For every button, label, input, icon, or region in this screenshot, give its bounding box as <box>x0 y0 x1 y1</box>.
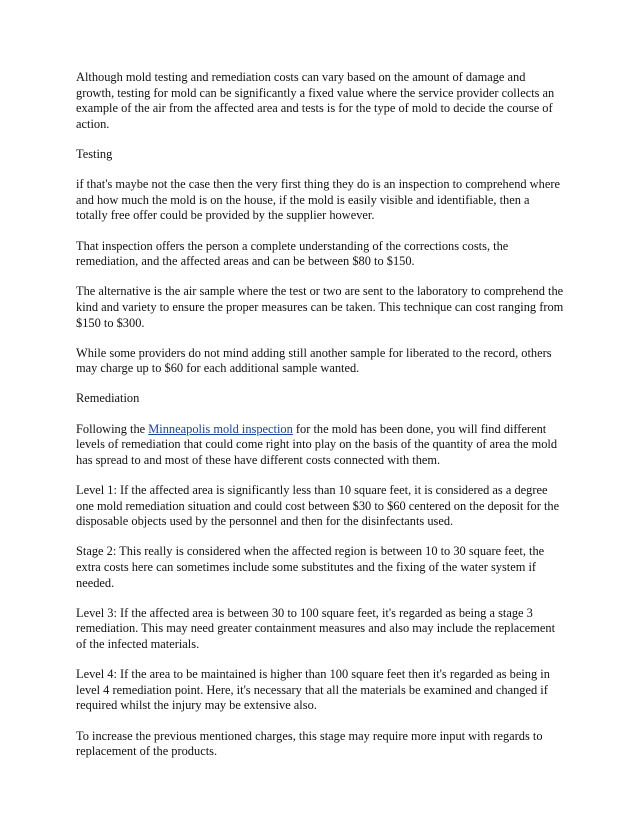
paragraph-air-sample: The alternative is the air sample where the test or two are sent to the laboratory to comprehend the kind and variety to ensure the proper measures can be taken. This technique can cost ranging from $150 to $300. <box>76 284 564 330</box>
paragraph-level-4: Level 4: If the area to be maintained is higher than 100 square feet then it's regarded as being in level 4 remediation point. Here, it's necessary that all the materials be examined and changed if required whilst the injury may be extensive also. <box>76 667 550 713</box>
paragraph-remediation-levels <box>76 422 564 469</box>
paragraph-level-1: Level 1: If the affected area is significantly less than 10 square feet, it is considered as a degree one mold remediation situation and could cost between $30 to $60 centered on the deposit for the disposable objects used by the personnel and then for the disinfectants used. <box>76 483 560 529</box>
paragraph-inspection-cost: That inspection offers the person a complete understanding of the corrections costs, the remediation, and the affected areas and can be between $80 to $150. <box>76 238 509 269</box>
paragraph-intro: Although mold testing and remediation costs can vary based on the amount of damage and growth, testing for mold can be significantly a fixed value where the service provider collects an example of the air from the affected area and tests is for the type of mold to decide the course of action. <box>76 70 555 131</box>
document-body <box>76 70 564 774</box>
paragraph-inspection: if that's maybe not the case then the very first thing they do is an inspection to comprehend where and how much the mold is on the house, if the mold is easily visible and identifiable, then a totally free offer could be provided by the supplier however. <box>76 177 560 223</box>
section-heading-testing: Testing <box>76 146 113 161</box>
section-heading-remediation: Remediation <box>76 391 140 406</box>
paragraph-additional-sample: While some providers do not mind adding still another sample for liberated to the record, others may charge up to $60 for each additional sample wanted. <box>76 345 552 376</box>
paragraph-text-after-link: for the mold has been done, you will find different levels of remediation that could come right into play on the basis of the quantity of area the mold has spread to and most of these have different costs connected with them. <box>76 421 558 467</box>
paragraph-stage-2: Stage 2: This really is considered when the affected region is between 10 to 30 square feet, the extra costs here can sometimes include some substitutes and the fixing of the water system if needed. <box>76 544 545 590</box>
paragraph-closing: To increase the previous mentioned charges, this stage may require more input with regards to replacement of the products. <box>76 728 543 759</box>
paragraph-text-before-link: Following the <box>76 421 149 436</box>
paragraph-level-3: Level 3: If the affected area is between 30 to 100 square feet, it's regarded as being a stage 3 remediation. This may need greater containment measures and also may include the replacement of the infected materials. <box>76 605 556 651</box>
minneapolis-mold-inspection-link[interactable]: Minneapolis mold inspection <box>148 421 293 436</box>
